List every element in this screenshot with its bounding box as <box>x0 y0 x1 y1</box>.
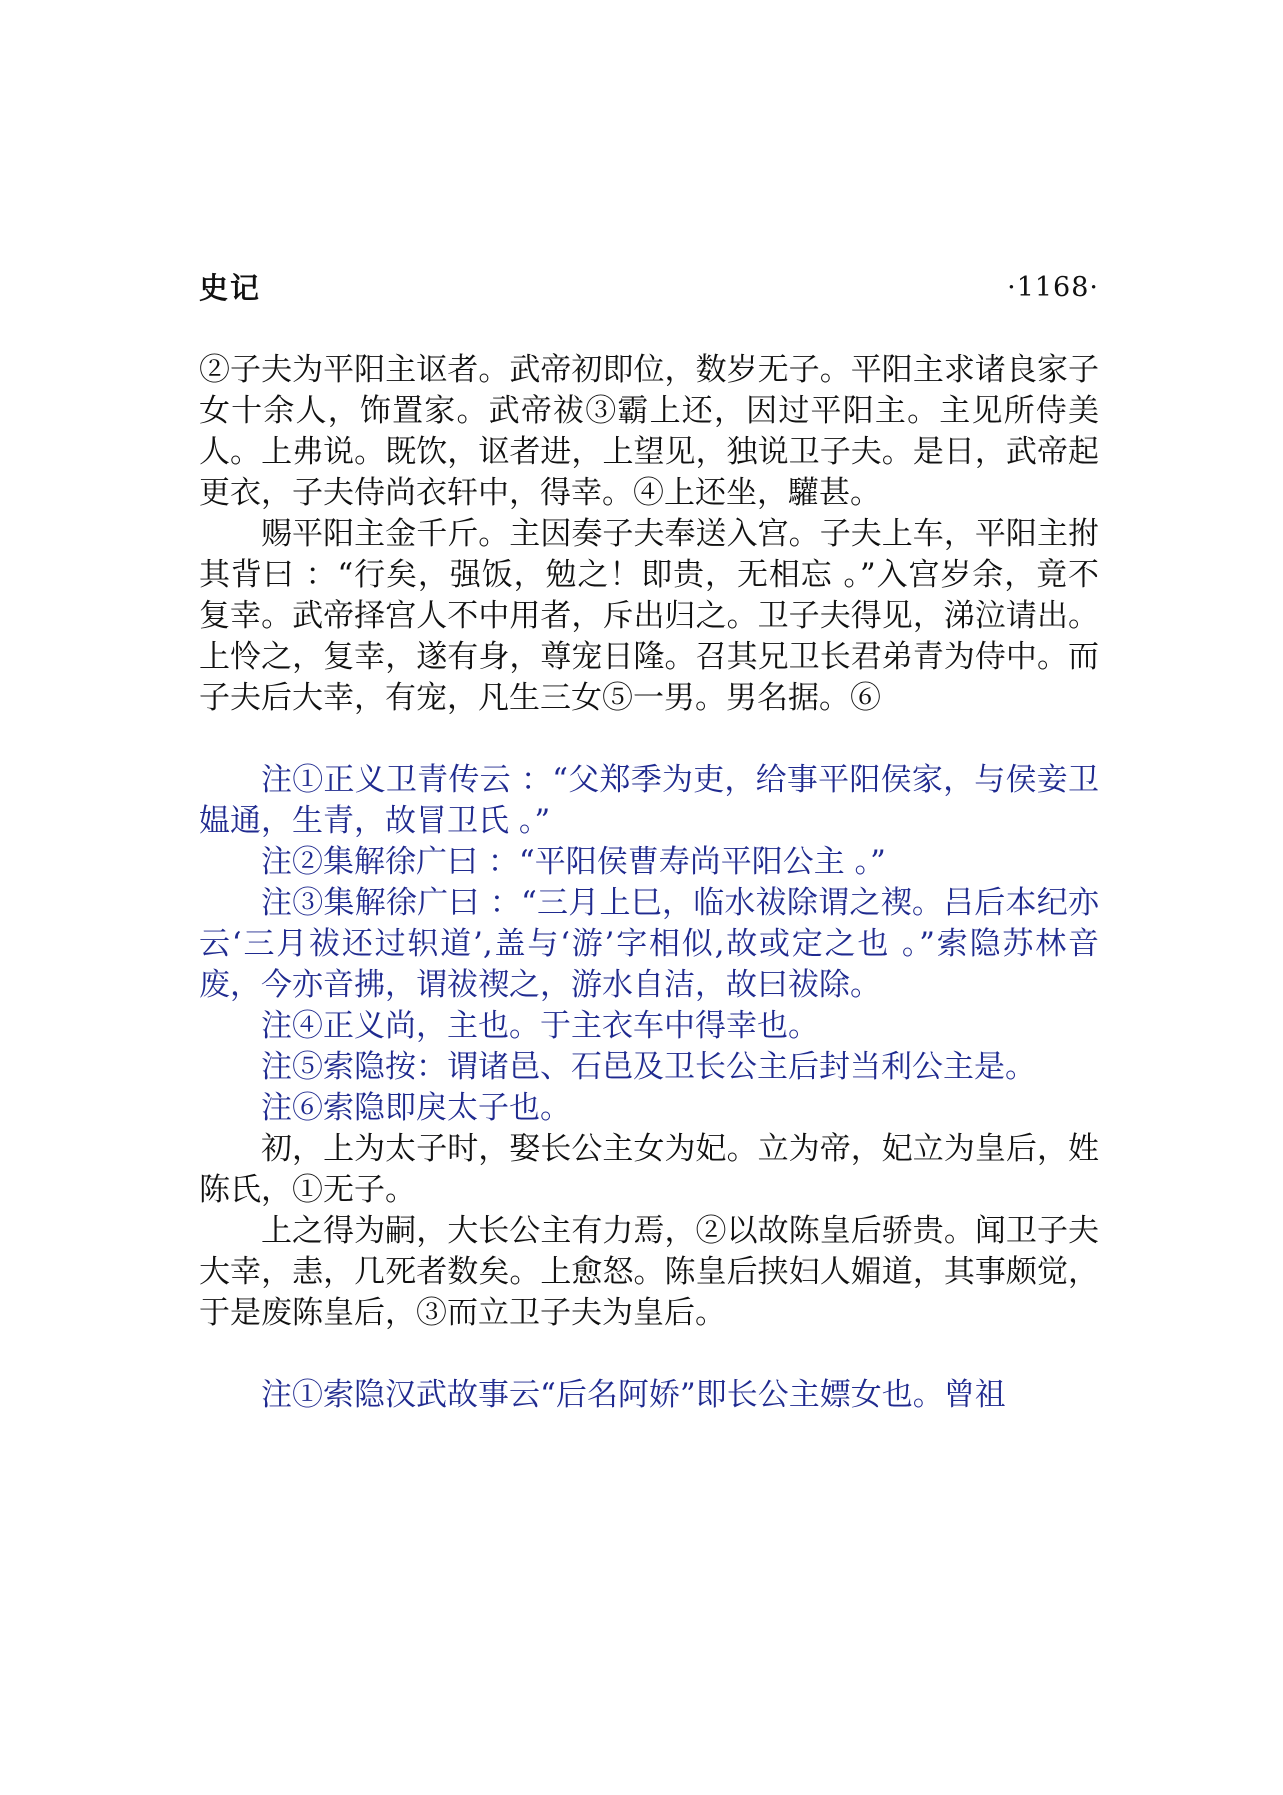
annotation-note: 注⑥索隐即戾太子也。 <box>261 1090 571 1126</box>
annotation-note: 注②集解徐广曰 ：“平阳侯曹寿尚平阳公主 。” <box>261 844 886 880</box>
annotation-note: 注④正义尚，主也。于主衣车中得幸也。 <box>261 1008 819 1044</box>
page-body <box>199 350 1099 1416</box>
body-paragraph: ②子夫为平阳主讴者。武帝初即位，数岁无子。平阳主求诸良家子女十余人，饰置家。武帝祓③霸上还，因过平阳主。主见所侍美人。上弗说。既饮，讴者进，上望见，独说卫子夫。是日，武帝起更衣，子夫侍尚衣轩中，得幸。④上还坐，驩甚。 <box>199 352 1099 511</box>
annotation-note: 注⑤索隐按：谓诸邑、石邑及卫长公主后封当利公主是。 <box>261 1049 1036 1085</box>
page-number: ·1168· <box>1007 272 1099 303</box>
body-paragraph: 赐平阳主金千斤。主因奏子夫奉送入宫。子夫上车，平阳主拊其背曰 ：“行矣，强饭，勉之！即贵，无相忘 。”入宫岁余，竟不复幸。武帝择宫人不中用者，斥出归之。卫子夫得见，涕泣请出。上怜之，复幸，遂有身，尊宠日隆。召其兄卫长君弟青为侍中。而子夫后大幸，有宠，凡生三女⑤一男。男名据。⑥ <box>199 516 1099 716</box>
annotation-note: 注①索隐汉武故事云“后名阿娇”即长公主嫖女也。曾祖 <box>261 1377 1006 1413</box>
document-page <box>199 0 1099 1795</box>
page-header <box>199 268 1099 308</box>
body-paragraph: 上之得为嗣，大长公主有力焉，②以故陈皇后骄贵。闻卫子夫大幸，恚，几死者数矣。上愈怒。陈皇后挟妇人媚道，其事颇觉，于是废陈皇后，③而立卫子夫为皇后。 <box>199 1213 1099 1331</box>
annotation-note: 注③集解徐广曰 ：“三月上巳，临水祓除谓之禊。吕后本纪亦云‘三月祓还过轵道’,盖与‘游’字相似,故或定之也 。”索隐苏林音废，今亦音拂，谓祓禊之，游水自洁，故曰祓除。 <box>199 885 1099 1003</box>
book-title: 史记 <box>199 271 262 305</box>
annotation-note: 注①正义卫青传云 ：“父郑季为吏，给事平阳侯家，与侯妾卫媪通，生青，故冒卫氏 。” <box>199 762 1099 839</box>
body-paragraph: 初，上为太子时，娶长公主女为妃。立为帝，妃立为皇后，姓陈氏，①无子。 <box>199 1131 1099 1208</box>
